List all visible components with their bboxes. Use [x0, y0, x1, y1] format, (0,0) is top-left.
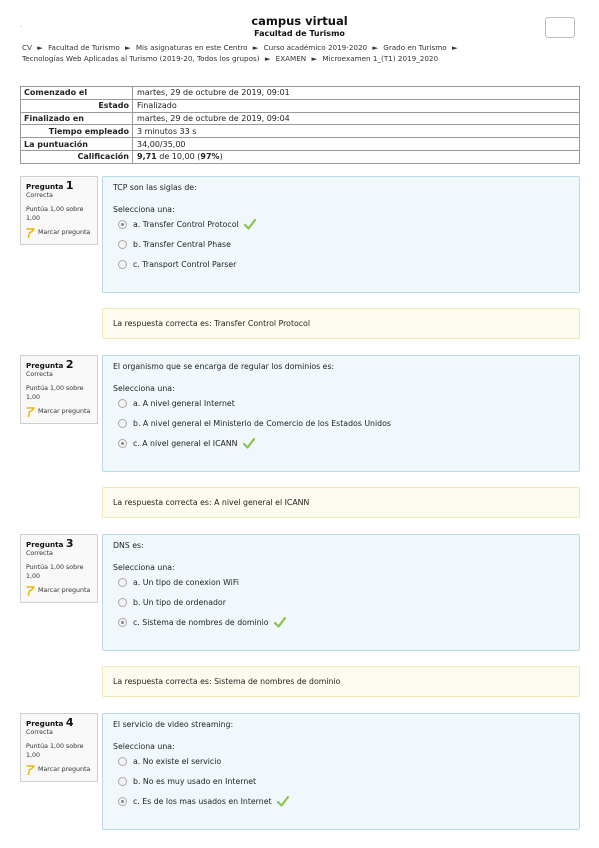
- question-content: [102, 355, 580, 472]
- question-info: [20, 176, 98, 245]
- question-content: [102, 534, 580, 651]
- summary-value: 3 minutos 33 s: [133, 125, 580, 138]
- summary-label: Comenzado el: [21, 87, 133, 100]
- flag-icon: [26, 407, 35, 417]
- correct-check-icon: [274, 617, 286, 628]
- breadcrumb-separator: ►: [264, 53, 271, 63]
- summary-value: martes, 29 de octubre de 2019, 09:01: [133, 87, 580, 100]
- question-text: DNS es:: [113, 541, 144, 550]
- question-label: Pregunta: [26, 719, 64, 728]
- summary-row-started: [21, 87, 580, 100]
- question-state: Correcta: [26, 192, 53, 199]
- correct-answer-feedback: [102, 666, 580, 697]
- answer-label: b. A nivel general el Ministerio de Comercio de los Estados Unidos: [133, 418, 391, 428]
- answer-radio[interactable]: [118, 240, 127, 249]
- summary-label: Calificación: [21, 150, 133, 163]
- flag-question-label: Marcar pregunta: [38, 408, 91, 415]
- correct-answer-feedback: [102, 308, 580, 339]
- breadcrumb-item[interactable]: Facultad de Turismo: [48, 43, 120, 52]
- question-number: [26, 718, 93, 728]
- answer-label: a. No existe el servicio: [133, 756, 222, 766]
- answer-options: [113, 214, 569, 274]
- breadcrumb-item[interactable]: CV: [22, 43, 32, 52]
- flag-icon: [26, 765, 35, 775]
- question-label: Pregunta: [26, 361, 64, 370]
- question-grade: Puntúa 1,00 sobre 1,00: [26, 743, 84, 759]
- answer-label: a. Un tipo de conexion WiFi: [133, 577, 239, 587]
- summary-label: Finalizado en: [21, 112, 133, 125]
- answer-radio[interactable]: [118, 777, 127, 786]
- breadcrumb-separator: ►: [252, 43, 259, 52]
- question-info: [20, 713, 98, 782]
- breadcrumb-separator: ►: [372, 43, 378, 52]
- feedback-text: La respuesta correcta es: A nivel general el ICANN: [113, 498, 310, 507]
- summary-row-time: [21, 125, 580, 138]
- answer-radio[interactable]: [118, 578, 127, 587]
- answer-label: b. Transfer Central Phase: [133, 239, 231, 249]
- correct-check-icon: [244, 219, 256, 230]
- breadcrumb-item[interactable]: Mis asignaturas en este Centro: [135, 43, 248, 52]
- answer-radio[interactable]: [118, 419, 127, 428]
- summary-value: Finalizado: [133, 99, 580, 112]
- answer-option[interactable]: [113, 791, 569, 811]
- answer-radio[interactable]: [118, 598, 127, 607]
- question-text: El organismo que se encarga de regular los dominios es:: [113, 362, 335, 371]
- summary-label: Tiempo empleado: [21, 125, 133, 138]
- flag-icon: [26, 228, 35, 238]
- breadcrumb-item[interactable]: Curso académico 2019-2020: [263, 43, 368, 52]
- breadcrumb: [22, 43, 542, 64]
- grade-middle: de 10,00 (: [156, 152, 201, 162]
- flag-question-button[interactable]: [26, 228, 93, 238]
- breadcrumb-separator: ►: [311, 53, 318, 63]
- question-number: [26, 539, 93, 549]
- breadcrumb-item[interactable]: Grado en Turismo: [383, 43, 447, 52]
- correct-answer-feedback: [102, 487, 580, 518]
- attempt-summary-table: [20, 86, 580, 164]
- breadcrumb-separator: ►: [451, 43, 458, 52]
- question-number: [26, 360, 93, 370]
- answer-option[interactable]: [113, 234, 569, 254]
- answer-label: c. Sistema de nombres de dominio: [133, 617, 269, 627]
- answer-option[interactable]: [113, 254, 569, 274]
- flag-question-label: Marcar pregunta: [38, 587, 91, 594]
- question-grade: Puntúa 1,00 sobre 1,00: [26, 206, 84, 222]
- answer-radio[interactable]: [118, 439, 127, 448]
- answer-option[interactable]: [113, 612, 569, 632]
- answer-label: c. Transport Control Parser: [133, 259, 237, 269]
- answer-option[interactable]: [113, 393, 569, 413]
- correct-check-icon: [277, 796, 289, 807]
- answer-label: a. A nivel general Internet: [133, 398, 235, 408]
- answer-option[interactable]: [113, 413, 569, 433]
- answer-radio[interactable]: [118, 399, 127, 408]
- question-state: Correcta: [26, 371, 53, 378]
- summary-value: [133, 150, 580, 163]
- question-text: TCP son las siglas de:: [113, 183, 197, 192]
- question-label: Pregunta: [26, 540, 64, 549]
- grade-score: 9,71: [137, 152, 157, 162]
- grade-end: ): [219, 152, 223, 162]
- breadcrumb-item[interactable]: Microexamen 1_(T1) 2019_2020: [322, 53, 439, 63]
- answer-options: [113, 751, 569, 811]
- answer-option[interactable]: [113, 572, 569, 592]
- answer-prompt: Selecciona una:: [113, 563, 175, 572]
- feedback-text: La respuesta correcta es: Transfer Control Protocol: [113, 319, 310, 328]
- answer-label: c. Es de los mas usados en Internet: [133, 796, 272, 806]
- user-menu-button[interactable]: [545, 17, 575, 38]
- header-dot: .: [20, 22, 22, 29]
- site-title[interactable]: campus virtual: [251, 14, 348, 28]
- question-content: [102, 713, 580, 830]
- question-state: Correcta: [26, 550, 53, 557]
- answer-radio[interactable]: [118, 757, 127, 766]
- question-number-value: 1: [65, 179, 74, 192]
- flag-question-label: Marcar pregunta: [38, 766, 91, 773]
- answer-label: a. Transfer Control Protocol: [133, 219, 239, 229]
- grade-percent: 97%: [200, 152, 220, 162]
- answer-prompt: Selecciona una:: [113, 384, 175, 393]
- answer-option[interactable]: [113, 592, 569, 612]
- question-number-value: 4: [65, 716, 74, 729]
- correct-check-icon: [243, 438, 255, 449]
- question-state: Correcta: [26, 729, 53, 736]
- question-grade: Puntúa 1,00 sobre 1,00: [26, 564, 84, 580]
- answer-options: [113, 393, 569, 453]
- summary-row-grade: [21, 150, 580, 163]
- question-label: Pregunta: [26, 182, 64, 191]
- question-text: El servicio de video streaming:: [113, 720, 234, 729]
- feedback-text: La respuesta correcta es: Sistema de nombres de dominio: [113, 677, 341, 686]
- summary-row-state: [21, 99, 580, 112]
- summary-label: La puntuación: [21, 138, 133, 151]
- answer-prompt: Selecciona una:: [113, 205, 175, 214]
- flag-question-label: Marcar pregunta: [38, 229, 91, 236]
- site-subtitle: Facultad de Turismo: [254, 29, 345, 38]
- answer-radio[interactable]: [118, 220, 127, 229]
- answer-options: [113, 572, 569, 632]
- question-number-value: 2: [65, 358, 74, 371]
- answer-option[interactable]: [113, 433, 569, 453]
- question-info: [20, 534, 98, 603]
- breadcrumb-item[interactable]: EXAMEN: [275, 53, 307, 63]
- question-content: [102, 176, 580, 293]
- breadcrumb-separator: ►: [125, 43, 131, 52]
- summary-value: 34,00/35,00: [133, 138, 580, 151]
- flag-icon: [26, 586, 35, 596]
- flag-question-button[interactable]: [26, 407, 93, 417]
- question-info: [20, 355, 98, 424]
- answer-option[interactable]: [113, 771, 569, 791]
- summary-value: martes, 29 de octubre de 2019, 09:04: [133, 112, 580, 125]
- answer-radio[interactable]: [118, 618, 127, 627]
- answer-label: c. A nivel general el ICANN: [133, 438, 238, 448]
- flag-question-button[interactable]: [26, 765, 93, 775]
- summary-label: Estado: [21, 99, 133, 112]
- flag-question-button[interactable]: [26, 586, 93, 596]
- answer-prompt: Selecciona una:: [113, 742, 175, 751]
- question-number-value: 3: [65, 537, 74, 550]
- summary-row-finished: [21, 112, 580, 125]
- breadcrumb-separator: ►: [37, 43, 43, 52]
- summary-row-points: [21, 138, 580, 151]
- site-header: [0, 14, 599, 38]
- answer-option[interactable]: [113, 751, 569, 771]
- answer-label: b. No es muy usado en Internet: [133, 776, 257, 786]
- answer-radio[interactable]: [118, 260, 127, 269]
- question-number: [26, 181, 93, 191]
- answer-option[interactable]: [113, 214, 569, 234]
- breadcrumb-item[interactable]: Tecnologías Web Aplicadas al Turismo (2019-20, Todos los grupos): [22, 53, 260, 63]
- answer-label: b. Un tipo de ordenador: [133, 597, 226, 607]
- answer-radio[interactable]: [118, 797, 127, 806]
- question-grade: Puntúa 1,00 sobre 1,00: [26, 385, 84, 401]
